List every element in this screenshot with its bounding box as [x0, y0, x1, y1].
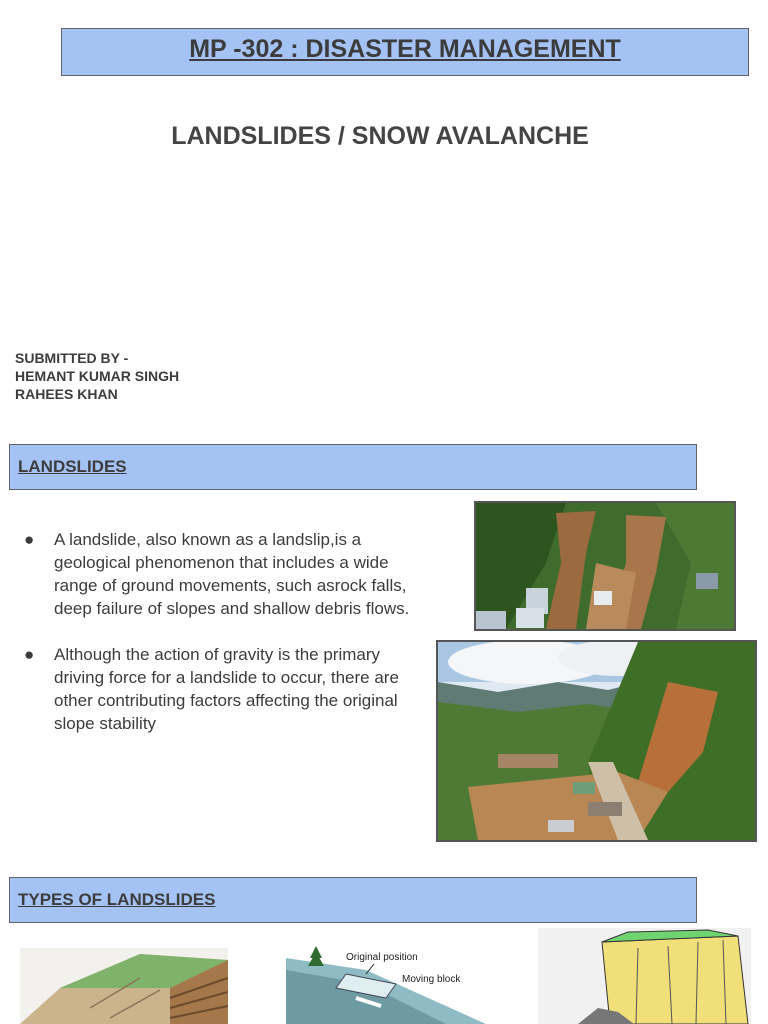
translational-slide-diagram [286, 940, 486, 1024]
document-subtitle: LANDSLIDES / SNOW AVALANCHE [171, 122, 589, 150]
document-title: MP -302 : DISASTER MANAGEMENT [189, 35, 621, 63]
diagram-label-original: Original position [346, 952, 418, 963]
landslide-aerial-photo [474, 501, 736, 631]
section-banner-landslides [9, 444, 697, 490]
landslides-bullet-list [24, 528, 414, 758]
author-name: HEMANT KUMAR SINGH [15, 368, 180, 384]
submitted-label: SUBMITTED BY - [15, 350, 129, 366]
section-banner-types [9, 877, 697, 923]
bullet-text: Although the action of gravity is the primary driving force for a landslide to occur, there are other contributing factors affecting the original slope stability [54, 645, 399, 733]
list-item [24, 528, 414, 620]
bullet-icon: ● [24, 530, 35, 549]
rotational-slide-diagram [20, 948, 228, 1024]
list-item [24, 643, 414, 735]
bullet-icon: ● [24, 645, 35, 664]
section-heading: LANDSLIDES [18, 457, 127, 476]
diagram-label-moving: Moving block [402, 974, 461, 985]
title-banner [61, 28, 749, 76]
author-name: RAHEES KHAN [15, 386, 118, 402]
rock-fall-diagram [538, 928, 751, 1024]
submitted-by-block [15, 349, 179, 403]
landslide-valley-photo [436, 640, 757, 842]
bullet-text: A landslide, also known as a landslip,is a geological phenomenon that includes a wide range of ground movements, such asrock falls, deep failure of slopes and shallow debris flows. [54, 530, 410, 618]
section-heading: TYPES OF LANDSLIDES [18, 890, 216, 909]
